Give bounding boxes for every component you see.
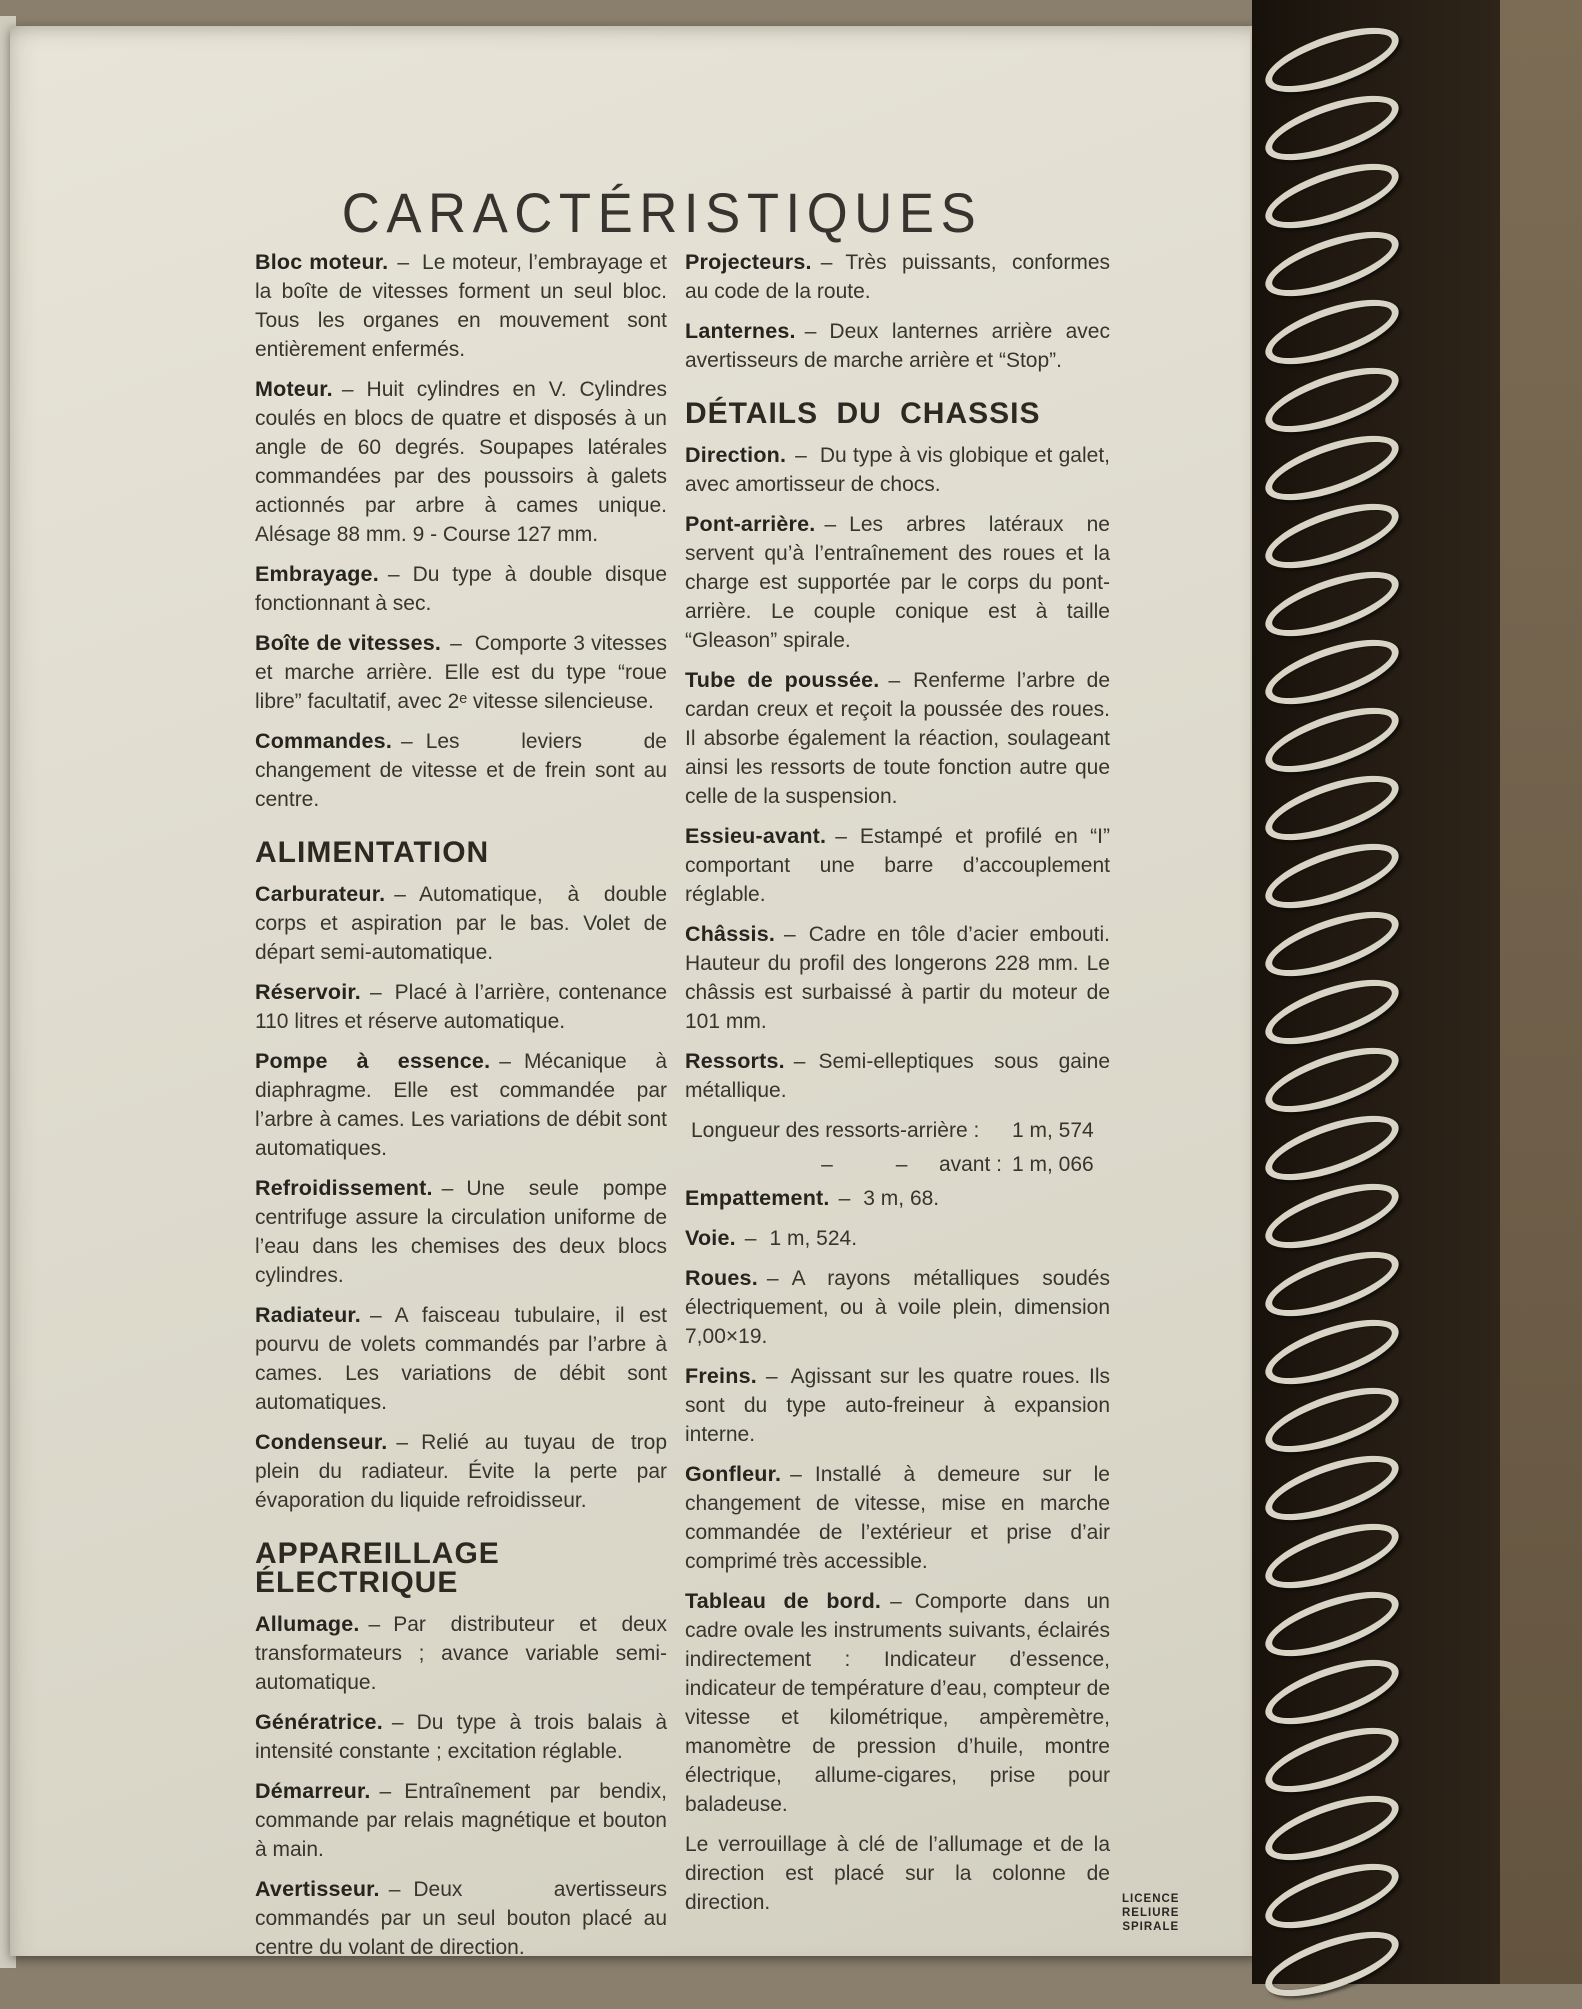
- dash-separator: –: [401, 730, 413, 753]
- cover-edge: [1500, 0, 1582, 1984]
- spec-entry: [685, 1184, 1110, 1213]
- spec-entry: [685, 441, 1110, 499]
- spec-entry: [685, 1362, 1110, 1449]
- dash-separator: –: [804, 320, 817, 343]
- spec-entry: [255, 560, 667, 618]
- spec-text: Le moteur, l’embrayage et la boîte de vitesses forment un seul bloc. Tous les organes en mouvement sont entièrement enfermés.: [255, 251, 667, 361]
- dash-separator: –: [888, 669, 901, 692]
- spec-term: Projecteurs.: [685, 250, 812, 274]
- dash-separator: –: [397, 251, 410, 274]
- spec-entry: [685, 822, 1110, 909]
- spec-term: Pont-arrière.: [685, 512, 816, 536]
- section-header: DÉTAILS DU CHASSIS: [685, 397, 1041, 430]
- dash-separator: –: [820, 251, 833, 274]
- license-stamp-line: RELIURE: [1122, 1907, 1180, 1919]
- dash-separator: –: [387, 563, 400, 586]
- spec-term: Essieu-avant.: [685, 824, 827, 848]
- spec-entry: [685, 1460, 1110, 1576]
- spec-entry: [685, 1587, 1110, 1819]
- spec-term: Gonfleur.: [685, 1462, 782, 1486]
- spec-term: Empattement.: [685, 1186, 830, 1210]
- dash-separator: –: [379, 1780, 392, 1803]
- spec-text: A rayons métalliques soudés électriquement, ou à voile plein, dimension 7,00×19.: [685, 1267, 1110, 1348]
- spec-text: Entraînement par bendix, commande par relais magnétique et bouton à main.: [255, 1780, 667, 1861]
- dash-separator: –: [368, 1613, 381, 1636]
- spec-text: Estampé et profilé en “I” comportant une barre d’accouplement réglable.: [685, 825, 1110, 906]
- measure-value: 1 m, 574: [1012, 1119, 1094, 1142]
- spec-entry: [685, 248, 1110, 306]
- spec-text: Cadre en tôle d’acier embouti. Hauteur du profil des longerons 228 mm. Le châssis est surbaissé à partir du moteur de 101 mm.: [685, 923, 1110, 1033]
- spec-text: Mécanique à diaphragme. Elle est commandée par l’arbre à cames. Les variations de débit sont automatiques.: [255, 1050, 667, 1160]
- dash-separator: –: [790, 1463, 802, 1486]
- spec-text: Installé à demeure sur le changement de vitesse, mise en marche commandée de l’extérieur et prise d’air comprimé très accessible.: [685, 1463, 1110, 1573]
- spec-entry: [255, 375, 667, 549]
- spec-term: Pompe à essence.: [255, 1049, 491, 1073]
- spec-term: Direction.: [685, 443, 787, 467]
- dash-separator: –: [744, 1227, 757, 1250]
- dash-separator: –: [391, 1711, 404, 1734]
- spec-term: Avertisseur.: [255, 1877, 380, 1901]
- spec-text: Automatique, à double corps et aspiration par le bas. Volet de départ semi-automatique.: [255, 883, 667, 964]
- page-title: CARACTÉRISTIQUES: [341, 180, 983, 244]
- spec-entry: [255, 1610, 667, 1697]
- spec-entry: [255, 1428, 667, 1515]
- measure-line: [691, 1150, 1110, 1179]
- spec-text: Du type à vis globique et galet, avec amortisseur de chocs.: [685, 444, 1110, 496]
- dash-separator: –: [824, 513, 837, 536]
- section-header: ALIMENTATION: [255, 836, 490, 869]
- dash-separator: –: [369, 981, 382, 1004]
- measure-label: Longueur des ressorts-arrière :: [691, 1119, 980, 1142]
- dash-separator: –: [388, 1878, 401, 1901]
- spec-text: Par distributeur et deux transformateurs ; avance variable semi-automatique.: [255, 1613, 667, 1694]
- paragraph: [685, 1830, 1110, 1917]
- measure-label: – – avant :: [821, 1153, 1002, 1176]
- dash-separator: –: [766, 1267, 779, 1290]
- spec-text: Le verrouillage à clé de l’allumage et de la direction est placé sur la colonne de direction.: [685, 1833, 1110, 1914]
- brochure-page: [10, 26, 1258, 1959]
- spec-text: Très puissants, conformes au code de la route.: [685, 251, 1110, 303]
- license-stamp: [1122, 1892, 1179, 1934]
- spec-text: 1 m, 524.: [769, 1227, 858, 1250]
- spec-term: Freins.: [685, 1364, 757, 1388]
- spec-entry: [685, 1224, 1110, 1253]
- dash-separator: –: [765, 1365, 778, 1388]
- spec-text: Placé à l’arrière, contenance 110 litres et réserve automatique.: [255, 981, 667, 1033]
- spec-text: Une seule pompe centrifuge assure la circulation uniforme de l’eau dans les chemises des deux blocs cylindres.: [255, 1177, 667, 1287]
- dash-separator: –: [450, 632, 462, 655]
- dash-separator: –: [394, 883, 406, 906]
- spec-text: Du type à trois balais à intensité constante ; excitation réglable.: [255, 1711, 667, 1763]
- dash-separator: –: [784, 923, 796, 946]
- measure-line: [691, 1116, 1110, 1145]
- spec-entry: [685, 666, 1110, 811]
- spec-text: A faisceau tubulaire, il est pourvu de volets commandés par l’arbre à cames. Les variations de débit sont automatiques.: [255, 1304, 667, 1414]
- spec-entry: [255, 248, 667, 364]
- spec-term: Tube de poussée.: [685, 668, 880, 692]
- spec-text: Du type à double disque fonctionnant à sec.: [255, 563, 667, 615]
- license-stamp-line: SPIRALE: [1122, 1921, 1180, 1933]
- spec-entry: [255, 1875, 667, 1962]
- dash-separator: –: [341, 378, 354, 401]
- spec-entry: [255, 1777, 667, 1864]
- spec-term: Refroidissement.: [255, 1176, 433, 1200]
- spec-text: Comporte 3 vitesses et marche arrière. Elle est du type “roue libre” facultatif, avec 2ᵉ vitesse silencieuse.: [255, 632, 667, 713]
- spec-entry: [685, 510, 1110, 655]
- dash-separator: –: [441, 1177, 454, 1200]
- section-header: APPAREILLAGE ÉLECTRIQUE: [255, 1537, 500, 1599]
- spec-term: Carburateur.: [255, 882, 386, 906]
- dash-separator: –: [838, 1187, 851, 1210]
- spec-text: 3 m, 68.: [863, 1187, 940, 1210]
- spec-term: Tableau de bord.: [685, 1589, 882, 1613]
- measure-value: 1 m, 066: [1012, 1153, 1094, 1176]
- spec-text: Semi-elleptiques sous gaine métallique.: [685, 1050, 1110, 1102]
- spec-term: Moteur.: [255, 377, 333, 401]
- spec-term: Lanternes.: [685, 319, 796, 343]
- spec-term: Démarreur.: [255, 1779, 371, 1803]
- spec-term: Réservoir.: [255, 980, 361, 1004]
- right-column: [685, 248, 1110, 1928]
- spec-entry: [255, 978, 667, 1036]
- spec-term: Châssis.: [685, 922, 776, 946]
- spec-text: Huit cylindres en V. Cylindres coulés en blocs de quatre et disposés à un angle de 60 degrés. Soupapes latérales commandées par des poussoirs à galets actionnés par arbre à cames unique. Alésage 88 mm. 9 - Course 127 mm.: [255, 378, 667, 546]
- dash-separator: –: [369, 1304, 382, 1327]
- spec-text: Les leviers de changement de vitesse et de frein sont au centre.: [255, 730, 667, 811]
- spec-text: Relié au tuyau de trop plein du radiateur. Évite la perte par évaporation du liquide refroidisseur.: [255, 1431, 667, 1512]
- dash-separator: –: [795, 444, 807, 467]
- spec-entry: [255, 727, 667, 814]
- spec-term: Allumage.: [255, 1612, 360, 1636]
- dash-separator: –: [793, 1050, 806, 1073]
- spec-term: Boîte de vitesses.: [255, 631, 442, 655]
- spec-term: Roues.: [685, 1266, 758, 1290]
- dash-separator: –: [396, 1431, 409, 1454]
- left-column: [255, 248, 667, 1973]
- spec-term: Génératrice.: [255, 1710, 383, 1734]
- dash-separator: –: [499, 1050, 511, 1073]
- spec-text: Deux lanternes arrière avec avertisseurs de marche arrière et “Stop”.: [685, 320, 1110, 372]
- spec-term: Condenseur.: [255, 1430, 388, 1454]
- spec-entry: [255, 1301, 667, 1417]
- dash-separator: –: [835, 825, 847, 848]
- spec-entry: [255, 1047, 667, 1163]
- spec-entry: [255, 1708, 667, 1766]
- spec-term: Ressorts.: [685, 1049, 785, 1073]
- spec-entry: [685, 317, 1110, 375]
- spec-text: Agissant sur les quatre roues. Ils sont du type auto-freineur à expansion interne.: [685, 1365, 1110, 1446]
- spec-entry: [255, 880, 667, 967]
- spec-term: Bloc moteur.: [255, 250, 389, 274]
- spec-entry: [685, 920, 1110, 1036]
- spec-term: Embrayage.: [255, 562, 379, 586]
- license-stamp-line: LICENCE: [1122, 1893, 1180, 1905]
- spec-entry: [255, 629, 667, 716]
- spec-text: Comporte dans un cadre ovale les instruments suivants, éclairés indirectement : Indicateur d’essence, indicateur de température d’eau, compteur de vitesse et kilométrique, ampèremètre, manomètre de pression d’huile, montre électrique, allume-cigares, prise pour baladeuse.: [685, 1590, 1110, 1816]
- spec-term: Radiateur.: [255, 1303, 361, 1327]
- spec-text: Les arbres latéraux ne servent qu’à l’entraînement des roues et la charge est supportée par le corps du pont-arrière. Le couple conique est à taille “Gleason” spirale.: [685, 513, 1110, 652]
- spec-text: Renferme l’arbre de cardan creux et reçoit la poussée des roues. Il absorbe également la réaction, soulageant ainsi les ressorts de toute fonction autre que celle de la suspension.: [685, 669, 1110, 808]
- spec-entry: [685, 1047, 1110, 1105]
- spec-entry: [685, 1264, 1110, 1351]
- spec-term: Commandes.: [255, 729, 393, 753]
- dash-separator: –: [890, 1590, 902, 1613]
- spec-text: Deux avertisseurs commandés par un seul bouton placé au centre du volant de direction.: [255, 1878, 667, 1959]
- spec-entry: [255, 1174, 667, 1290]
- spec-term: Voie.: [685, 1226, 736, 1250]
